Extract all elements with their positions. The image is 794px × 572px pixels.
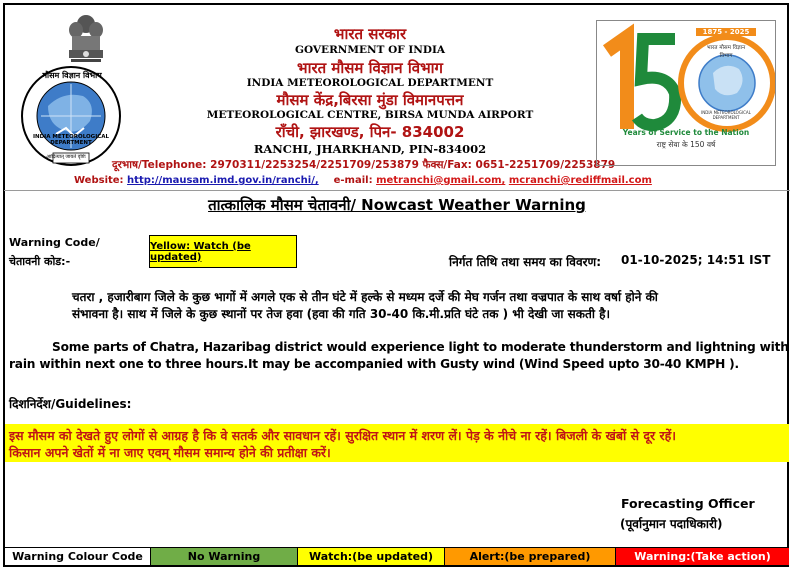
officer-english: Forecasting Officer xyxy=(621,496,755,511)
gov-english: GOVERNMENT OF INDIA xyxy=(294,44,446,56)
hindi-message-line-2: संभावना है। साथ में जिले के कुछ स्थानों पर तेज हवा (हवा की गति 30-40 कि.मी.प्रति घंटे तक ) भी देखी जा सकती है। xyxy=(72,307,611,321)
english-message-line-2: rain within next one to three hours.It may be accompanied with Gusty wind (Wind Speed upto 30-40 KMPH ). xyxy=(9,357,739,371)
email-label: e-mail: xyxy=(333,175,373,186)
issue-value: 01-10-2025; 14:51 IST xyxy=(621,253,771,267)
national-emblem-icon xyxy=(64,12,108,68)
mc-english: METEOROLOGICAL CENTRE, BIRSA MUNDA AIRPORT xyxy=(206,109,534,121)
page-title: तात्कालिक मौसम चेतावनी/ Nowcast Weather Warning xyxy=(208,196,586,214)
mc-hindi: मौसम केंद्र,बिरसा मुंडा विमानपत्तन xyxy=(276,91,464,109)
website-label: Website: xyxy=(74,175,124,186)
warning-code-badge: Yellow: Watch (be updated) xyxy=(149,235,297,268)
contact-line xyxy=(74,175,714,186)
warning-colour-legend xyxy=(5,547,789,565)
logo-tagline: Years of Service to the Nation xyxy=(622,128,750,137)
guidelines-line-1: इस मौसम को देखते हुए लोगों से आग्रह है कि वे सतर्क और सावधान रहें। सुरक्षित स्थान में शरण लें। पेड़ के नीचे ना रहें। बिजली के खंबों से दूर रहें। xyxy=(9,428,676,443)
gov-hindi: भारत सरकार xyxy=(333,25,407,43)
warning-code-label-en: Warning Code/ xyxy=(9,236,100,249)
logo-years: 1875 - 2025 xyxy=(696,28,756,36)
legend-label: Warning Colour Code xyxy=(5,547,150,565)
imd-hindi: भारत मौसम विज्ञान विभाग xyxy=(297,59,443,77)
logo-ring-hindi: भारत मौसम विज्ञान विभाग xyxy=(706,45,746,59)
warning-code-label-hi: चेतावनी कोड:- xyxy=(9,255,71,268)
website-link[interactable]: http://mausam.imd.gov.in/ranchi/, xyxy=(127,175,319,186)
phone-line: दूरभाष/Telephone: 2970311/2253254/2251709/253879 फैक्स/Fax: 0651-2251709/2253879 xyxy=(112,159,616,171)
email-link-1[interactable]: metranchi@gmail.com, xyxy=(376,175,506,186)
imd-english: INDIA METEOROLOGICAL DEPARTMENT xyxy=(246,77,494,89)
imd-logo-bottom-text: INDIA METEOROLOGICAL DEPARTMENT xyxy=(32,134,110,146)
guidelines-line-2: किसान अपने खेतों में ना जाए एवम् मौसम समान्य होने की प्रतीक्षा करें। xyxy=(9,445,331,460)
legend-alert: Alert:(be prepared) xyxy=(444,547,615,565)
issue-label: निर्गत तिथि तथा समय का विवरण: xyxy=(449,255,602,269)
imd-logo-motto: आदित्यात् जायते वृष्टिः xyxy=(46,154,86,160)
legend-no-warning: No Warning xyxy=(150,547,297,565)
legend-warning: Warning:(Take action) xyxy=(615,547,789,565)
email-link-2[interactable]: mcranchi@rediffmail.com xyxy=(508,175,652,186)
imd-logo-top-text: मौसम विज्ञान विभाग xyxy=(42,71,102,80)
header-divider xyxy=(4,190,790,191)
logo-ring-text: INDIA METEOROLOGICAL DEPARTMENT xyxy=(701,110,751,120)
imd-logo-icon xyxy=(8,66,134,166)
officer-hindi: (पूर्वानुमान पदाधिकारी) xyxy=(620,517,723,531)
hindi-message-line-1: चतरा , हजारीबाग जिले के कुछ भागों में अगले एक से तीन घंटे में हल्के से मध्यम दर्जे की मेघ गर्जन तथा वज्रपात के साथ वर्षा होने की xyxy=(72,290,658,304)
logo-tagline-hindi: राष्ट्र सेवा के 150 वर्ष xyxy=(656,140,716,149)
guidelines-label: दिशनिर्देश/Guidelines: xyxy=(9,397,132,411)
guidelines-box xyxy=(5,424,789,462)
legend-watch: Watch:(be updated) xyxy=(297,547,444,565)
english-message-line-1: Some parts of Chatra, Hazaribag district would experience light to moderate thunderstorm and lightning with xyxy=(52,340,789,354)
city-english: RANCHI, JHARKHAND, PIN-834002 xyxy=(253,142,487,156)
city-hindi: राँची, झारखण्ड, पिन- 834002 xyxy=(275,123,465,141)
